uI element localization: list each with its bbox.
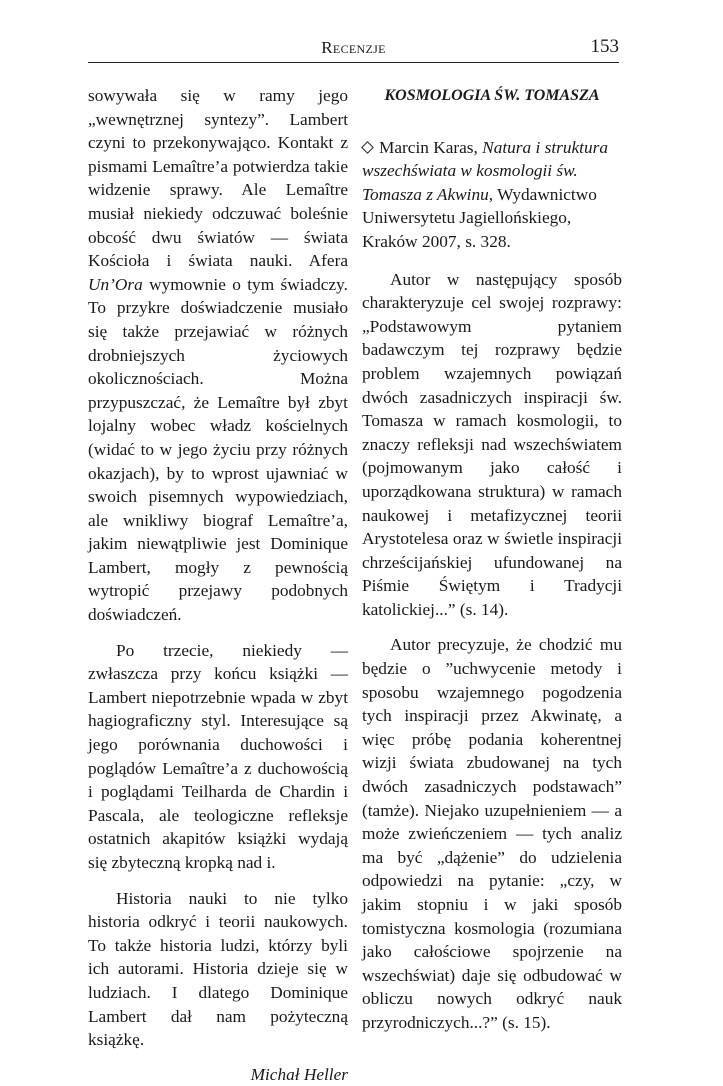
italic-text-run: Un’Ora [88,274,143,294]
diamond-icon [362,142,372,152]
text-run: wymownie o tym świadczy. To przykre doświadczenie musiało się także przejawiać w różnych drobniejszych życiowych okolicznościach. Można przypuszczać, że Lemaître był zbyt lojalny wobec władz kościelnych (widać to w jego życiu przy różnych okazjach), by to wprost ujawniać w swoich pisemnych wypowiedziach, ale wnikliwy biograf Lemaître’a, jakim niewątpliwie jest Dominique Lambert, mogły z pewnością wytropić przejawy podobnych doświadczeń. [88,274,348,625]
text-run: sowywała się w ramy jego „wewnętrznej syntezy”. Lambert czyni to przekonywająco. Kontakt z pismami Lemaître’a potwierdza takie widzenie sprawy. Ale Lemaître musiał niekiedy odczuwać boleśnie obcość dwu światów — świata Kościoła i świata nauki. Afera [88,86,348,271]
book-reference-text [362,138,608,251]
running-header [88,34,619,62]
text-run: , Wydawnictwo Uniwersytetu Jagiellońskiego, Kraków 2007, s. 328. [362,184,597,251]
left-paragraph-1 [88,84,348,627]
italic-text-run: Natura i struktura wszechświata w kosmologii św. Tomasza z Akwinu [362,137,608,204]
right-paragraph-1: Autor w następujący sposób charakteryzuje cel swojej rozprawy: „Podstawowym pytaniem badawczym tej rozprawy będzie problem wzajemnych powiązań dwóch zasadniczych inspiracji św. Tomasza w ramach kosmologii, to znaczy refleksji nad wszechświatem (pojmowanym jako całość i uporządkowana struktura) w ramach naukowej i metafizycznej teorii Arystotelesa oraz w świetle inspiracji chrześcijańskiej ufundowanej na Piśmie Świętym i Tradycji katolickiej...” (s. 14). [362,269,622,619]
header-rule [88,62,619,63]
text-run: Marcin Karas, [379,137,483,157]
review-signature: Michał Heller [250,1064,348,1084]
left-paragraph-3: Historia nauki to nie tylko historia odkryć i teorii naukowych. To także historia ludzi, którzy byli ich autorami. Historia dzieje się w ludziach. I dlatego Dominique Lambert dał nam pożyteczną książkę. [88,888,348,1050]
left-column [88,84,348,1086]
left-paragraph-2: Po trzecie, niekiedy — zwłaszcza przy końcu książki — Lambert niepotrzebnie wpada w zbyt hagiograficzny styl. Interesujące są jego porównania duchowości i poglądów Lemaître’a z duchowością i poglądami Teilharda de Chardin i Pascala, ale teologiczne refleksje ostatnich akapitów książki wydają się zbyteczną kropką nad i. [88,640,348,872]
running-title: Recenzje [321,38,386,57]
right-column [362,84,622,1035]
page-number: 153 [590,36,619,57]
right-paragraph-2: Autor precyzuje, że chodzić mu będzie o ”uchwycenie metody i sposobu wzajemnego pogodzenia tych inspiracji przez Akwinatę, a więc próbę podania koherentnej wizji świata zbudowanej na tych dwóch zasadniczych podstawach” (tamże). Niejako uzupełnieniem — a może zwieńczeniem — tych analiz ma być „dążenie” do udzielenia odpowiedzi na pytanie: „czy, w jakim stopniu i w jaki sposób tomistyczna kosmologia (rozumiana jako całościowe spojrzenie na wszechświat) daje się odbudować w obliczu nowych odkryć nauk przyrodniczych...?” (s. 15). [362,635,622,1032]
section-heading: KOSMOLOGIA ŚW. TOMASZA [384,87,600,104]
book-reference [362,136,622,254]
